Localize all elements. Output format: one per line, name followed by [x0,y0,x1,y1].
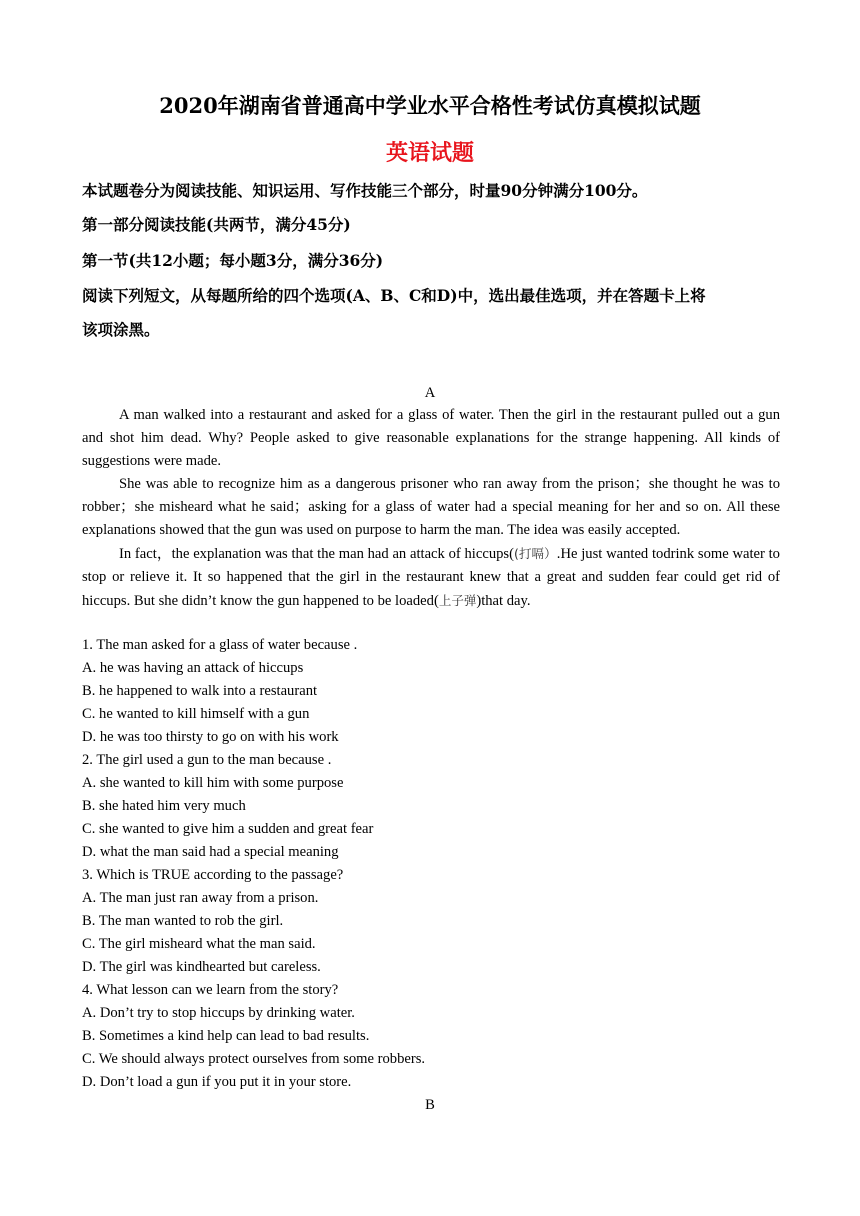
answer-option: C. The girl misheard what the man said. [82,936,316,952]
answer-option: D. The girl was kindhearted but careless. [82,959,321,975]
passage-b-label: B [425,1097,435,1113]
passage-a-paragraph-2: She was able to recognize him as a dangerous prisoner who ran away from the prison；she thought he was to robber；she misheard what he said；asking for a glass of water had a special meaning for her and so on. All these explanations showed that the gun was used on purpose to harm the man. The idea was easily accepted. [82,476,780,538]
answer-option: D. Don’t load a gun if you put it in your store. [82,1074,352,1090]
answer-option: D. what the man said had a special meaning [82,844,339,860]
exam-instruction-4: 阅读下列短文，从每题所给的四个选项(A、B、C和D)中，选出最佳选项，并在答题卡上将 [82,286,706,305]
answer-option: A. Don’t try to stop hiccups by drinking water. [82,1005,355,1021]
answer-option: B. The man wanted to rob the girl. [82,913,284,929]
passage-a [82,404,780,613]
answer-option: C. We should always protect ourselves from some robbers. [82,1051,426,1067]
exam-subtitle: 英语试题 [385,140,474,166]
hiccups-gloss: (打嗝） [513,546,557,561]
passage-a-paragraph-3 [82,542,780,613]
loaded-gloss: 上子弹 [438,593,477,608]
question-stem: 4. What lesson can we learn from the story? [82,982,339,998]
exam-instruction-5: 该项涂黑。 [82,320,160,339]
passage-a-paragraph-3-text-2: .He just wanted todrink some water to stop or relieve it. It so happened that the girl in the restaurant knew that a great and sudden fear could get rid of hiccups. But she didn’t know the gun happened to be loaded( [82,546,780,609]
exam-instruction-1: 本试题卷分为阅读技能、知识运用、写作技能三个部分，时量90分钟满分100分。 [82,181,648,200]
answer-option: A. he was having an attack of hiccups [82,660,304,676]
exam-instruction-2: 第一部分阅读技能(共两节，满分45分) [82,215,351,234]
question-stem: 1. The man asked for a glass of water because . [82,637,358,653]
question-stem: 3. Which is TRUE according to the passage? [82,867,344,883]
answer-option: C. she wanted to give him a sudden and great fear [82,821,374,837]
passage-a-label: A [424,385,436,401]
passage-a-paragraph-3-text-1: In fact，the explanation was that the man had an attack of hiccups( [119,546,514,562]
passage-a-paragraph-3-text-3: )that day. [476,593,531,609]
answer-option: B. he happened to walk into a restaurant [82,683,318,699]
passage-a-paragraph-1: A man walked into a restaurant and asked for a glass of water. Then the girl in the restaurant pulled out a gun and shot him dead. Why? People asked to give reasonable explanations for the strange happening. All kinds of suggestions were made. [82,407,780,469]
answer-option: B. Sometimes a kind help can lead to bad results. [82,1028,370,1044]
answer-option: B. she hated him very much [82,798,246,814]
answer-option: A. she wanted to kill him with some purpose [82,775,344,791]
exam-title: 2020年湖南省普通高中学业水平合格性考试仿真模拟试题 [159,93,701,118]
exam-instruction-3: 第一节(共12小题；每小题3分，满分36分) [82,251,384,270]
question-stem: 2. The girl used a gun to the man because . [82,752,332,768]
question-list [82,634,782,1094]
answer-option: A. The man just ran away from a prison. [82,890,319,906]
answer-option: D. he was too thirsty to go on with his work [82,729,339,745]
answer-option: C. he wanted to kill himself with a gun [82,706,310,722]
